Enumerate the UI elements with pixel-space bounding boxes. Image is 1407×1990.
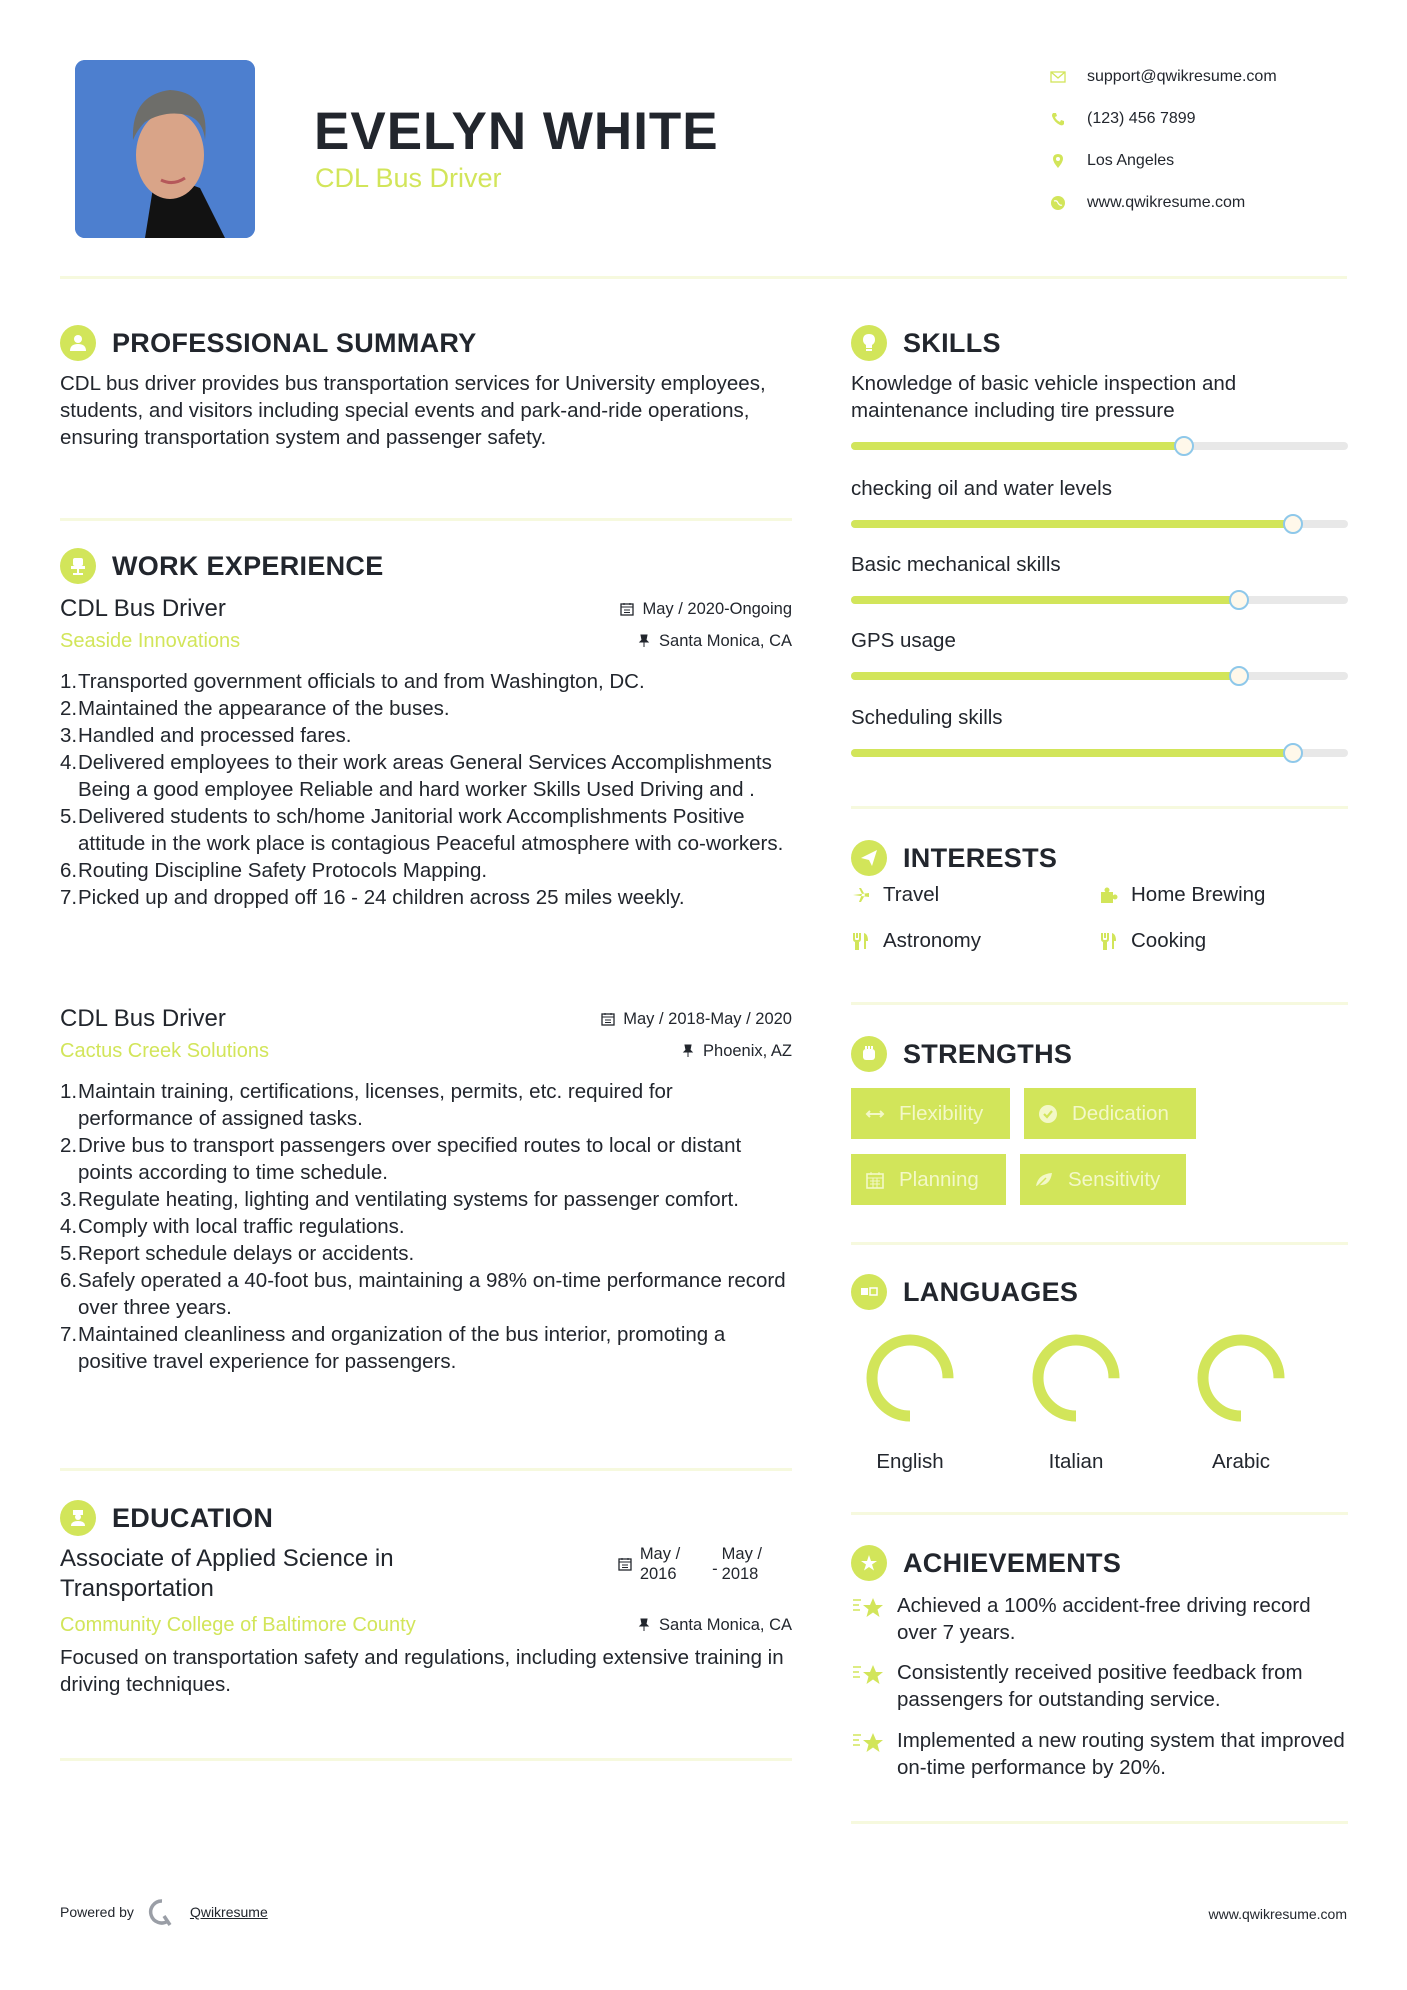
section-education-heading: EDUCATION [60, 1500, 273, 1536]
pushpin-icon [637, 1618, 651, 1632]
degree: Associate of Applied Science in Transportation [60, 1545, 394, 1602]
footer-branding: Powered by Qwikresume [60, 1898, 268, 1926]
language-progress-ring [862, 1330, 958, 1426]
portrait-image [75, 60, 255, 238]
language-progress-ring [1028, 1330, 1124, 1426]
section-experience-heading: WORK EXPERIENCE [60, 548, 384, 584]
job-role: CDL Bus Driver [60, 1005, 226, 1032]
pushpin-icon [681, 1044, 695, 1058]
job-company: Seaside Innovations [60, 630, 241, 652]
chair-icon [60, 548, 96, 584]
list-item: 2. Maintained the appearance of the buses. [60, 697, 450, 720]
calendar-icon [601, 1012, 615, 1026]
language-item: Arabic [1186, 1330, 1296, 1474]
list-item: 3. Handled and processed fares. [60, 724, 352, 747]
education-description: Focused on transportation safety and regulations, including extensive training in driving techniques. [60, 1646, 784, 1696]
slider-handle[interactable] [1174, 436, 1194, 456]
section-strengths-heading: STRENGTHS [851, 1036, 1072, 1072]
header-divider [60, 276, 1347, 279]
star-badge-icon [851, 1545, 887, 1581]
contact-website[interactable]: www.qwikresume.com [1050, 182, 1277, 224]
interests-grid [851, 882, 1351, 954]
interest-item: Cooking [1099, 928, 1351, 954]
skill-slider[interactable] [851, 442, 1348, 450]
job-bullets [60, 668, 792, 911]
slider-handle[interactable] [1283, 514, 1303, 534]
skill-slider[interactable] [851, 749, 1348, 757]
job-entry [60, 1002, 792, 1375]
list-item: 5. Delivered students to sch/home Janitorial work Accomplishments Positive attitude in the work place is contagious Peaceful atmosphere with co-workers. [60, 805, 784, 855]
contact-email[interactable]: support@qwikresume.com [1050, 56, 1277, 98]
section-languages-heading: LANGUAGES [851, 1274, 1078, 1310]
avatar [75, 60, 255, 238]
pushpin-icon [637, 634, 651, 648]
section-divider [60, 1468, 792, 1471]
phone-icon [1050, 111, 1066, 127]
check-circle-icon [1038, 1104, 1058, 1124]
shooting-star-icon [851, 1729, 885, 1757]
slider-handle[interactable] [1283, 743, 1303, 763]
section-divider [851, 1821, 1348, 1824]
arrows-horizontal-icon [865, 1104, 885, 1124]
skill-item: Knowledge of basic vehicle inspection and maintenance including tire pressure [851, 370, 1348, 450]
qwikresume-logo-icon [148, 1898, 176, 1926]
list-item: 7. Maintained cleanliness and organization of the bus interior, promoting a positive travel experience for passengers. [60, 1323, 726, 1373]
achievement-item: Implemented a new routing system that improved on-time performance by 20%. [851, 1727, 1351, 1781]
language-item: English [855, 1330, 965, 1474]
school: Community College of Baltimore County [60, 1614, 416, 1636]
slider-handle[interactable] [1229, 590, 1249, 610]
strength-badge: Sensitivity [1020, 1154, 1186, 1205]
list-item: 1. Maintain training, certifications, licenses, permits, etc. required for performance of assigned tasks. [60, 1080, 673, 1130]
list-item: 4. Comply with local traffic regulations. [60, 1215, 405, 1238]
skill-slider[interactable] [851, 672, 1348, 680]
job-company: Cactus Creek Solutions [60, 1040, 269, 1062]
contact-list [1050, 56, 1277, 224]
section-divider [60, 518, 792, 521]
section-interests-heading: INTERESTS [851, 840, 1057, 876]
section-summary-heading: PROFESSIONAL SUMMARY [60, 325, 477, 361]
list-item: 6. Routing Discipline Safety Protocols Mapping. [60, 859, 488, 882]
lightbulb-icon [851, 325, 887, 361]
envelope-icon [1050, 69, 1066, 85]
language-item: Italian [1021, 1330, 1131, 1474]
shooting-star-icon [851, 1661, 885, 1689]
paper-plane-icon [851, 840, 887, 876]
candidate-title: CDL Bus Driver [315, 163, 502, 193]
interest-item: Astronomy [851, 928, 1099, 954]
interest-item: Home Brewing [1099, 882, 1351, 908]
user-icon [60, 325, 96, 361]
skill-item: checking oil and water levels [851, 475, 1348, 528]
section-divider [851, 1242, 1348, 1245]
skill-slider[interactable] [851, 520, 1348, 528]
job-role: CDL Bus Driver [60, 595, 226, 622]
achievement-item: Consistently received positive feedback from passengers for outstanding service. [851, 1659, 1351, 1713]
leaf-icon [1034, 1170, 1054, 1190]
map-pin-icon [1050, 153, 1066, 169]
skill-slider[interactable] [851, 596, 1348, 604]
job-dates: May / 2020-Ongoing [620, 600, 792, 619]
list-item: 1. Transported government officials to and from Washington, DC. [60, 670, 645, 693]
footer-website-link[interactable]: www.qwikresume.com [1208, 1906, 1347, 1922]
fist-icon [851, 1036, 887, 1072]
job-location: Santa Monica, CA [637, 632, 792, 651]
section-divider [851, 1002, 1348, 1005]
section-skills-heading: SKILLS [851, 325, 1001, 361]
shooting-star-icon [851, 1594, 885, 1622]
section-divider [851, 806, 1348, 809]
slider-handle[interactable] [1229, 666, 1249, 686]
skill-item: Scheduling skills [851, 704, 1348, 757]
strength-badge: Planning [851, 1154, 1006, 1205]
candidate-name: EVELYN WHITE [314, 102, 719, 161]
strength-badge: Flexibility [851, 1088, 1010, 1139]
utensils-icon [851, 931, 871, 951]
calendar-icon [865, 1170, 885, 1190]
education-dates: May / 2016 - May / 2018 [618, 1544, 762, 1584]
translate-icon [851, 1274, 887, 1310]
list-item: 2. Drive bus to transport passengers over specified routes to local or distant points according to time schedule. [60, 1134, 742, 1184]
job-bullets [60, 1078, 792, 1375]
section-divider [60, 1758, 792, 1761]
achievement-item: Achieved a 100% accident-free driving record over 7 years. [851, 1592, 1351, 1646]
job-location: Phoenix, AZ [681, 1042, 792, 1061]
section-achievements-heading: ACHIEVEMENTS [851, 1545, 1121, 1581]
list-item: 7. Picked up and dropped off 16 - 24 children across 25 miles weekly. [60, 886, 685, 909]
section-divider [851, 1512, 1348, 1515]
list-item: 4. Delivered employees to their work areas General Services Accomplishments Being a good employee Reliable and hard worker Skills Used Driving and . [60, 751, 772, 801]
graduate-icon [60, 1500, 96, 1536]
interest-item: Travel [851, 882, 1099, 908]
qwikresume-link[interactable]: Qwikresume [189, 1904, 268, 1920]
calendar-icon [620, 602, 634, 616]
language-progress-ring [1193, 1330, 1289, 1426]
globe-icon [1050, 195, 1066, 211]
skill-item: Basic mechanical skills [851, 551, 1348, 604]
plane-icon [851, 885, 871, 905]
strength-badge: Dedication [1024, 1088, 1196, 1139]
utensils-icon [1099, 931, 1119, 951]
list-item: 5. Report schedule delays or accidents. [60, 1242, 415, 1265]
education-location: Santa Monica, CA [637, 1616, 792, 1635]
list-item: 3. Regulate heating, lighting and ventilating systems for passenger comfort. [60, 1188, 739, 1211]
contact-phone[interactable]: (123) 456 7899 [1050, 98, 1277, 140]
job-dates: May / 2018-May / 2020 [601, 1010, 792, 1029]
puzzle-icon [1099, 885, 1119, 905]
list-item: 6. Safely operated a 40-foot bus, maintaining a 98% on-time performance record over three years. [60, 1269, 786, 1319]
job-entry [60, 592, 792, 911]
education-entry [60, 1544, 792, 1698]
summary-text: CDL bus driver provides bus transportation services for University employees, students, and visitors including special events and park-and-ride operations, ensuring transportation system and passenger safety. [60, 372, 766, 449]
calendar-icon [618, 1557, 632, 1571]
contact-location: Los Angeles [1050, 140, 1277, 182]
skill-item: GPS usage [851, 627, 1348, 680]
